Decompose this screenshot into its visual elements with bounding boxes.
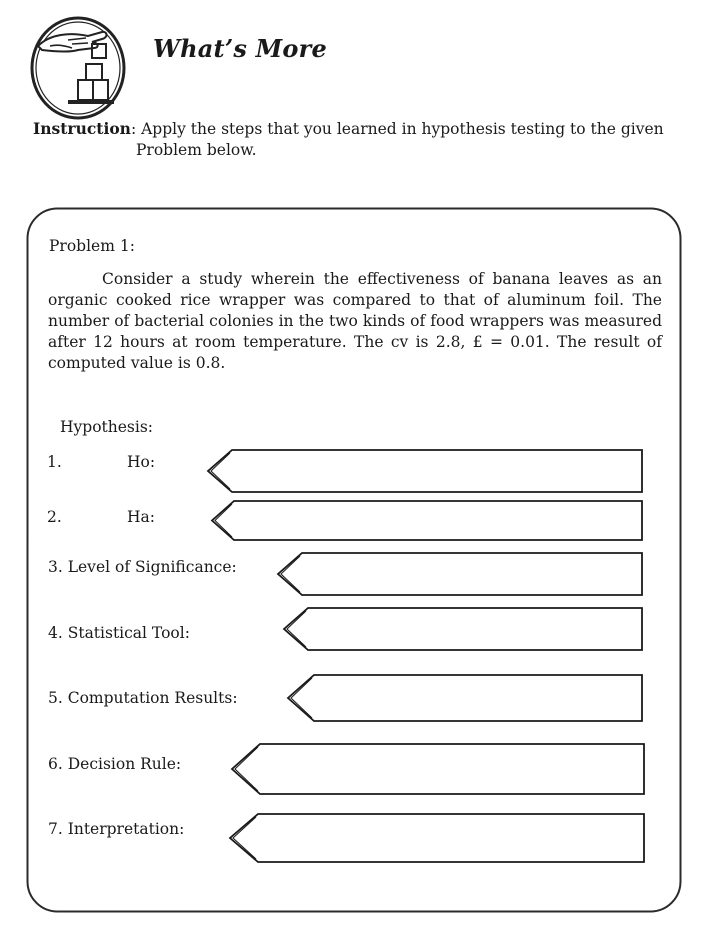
instruction-line-2: Problem below. — [136, 141, 257, 159]
step-interpretation: 7. Interpretation: — [48, 820, 185, 838]
answer-box-decision-rule[interactable] — [230, 742, 646, 796]
lesson-section-logo-icon — [28, 10, 128, 122]
answer-box-interpretation[interactable] — [228, 812, 646, 864]
hypothesis-null-label: Ho: — [127, 453, 156, 471]
answer-box-statistical-tool[interactable] — [282, 606, 644, 652]
instruction-text: : Apply the steps that you learned in hypothesis testing to the given — [130, 120, 664, 138]
hypothesis-number-1: 1. — [47, 453, 62, 471]
section-title: What’s More — [153, 34, 327, 63]
step-decision-rule: 6. Decision Rule: — [48, 755, 182, 773]
step-computation-results: 5. Computation Results: — [48, 689, 238, 707]
hypothesis-number-2: 2. — [47, 508, 62, 526]
answer-box-alternative-hypothesis[interactable] — [210, 499, 644, 542]
hypothesis-alternative-label: Ha: — [127, 508, 155, 526]
hypothesis-label: Hypothesis: — [60, 418, 153, 436]
problem-statement: Consider a study wherein the effectiveness of banana leaves as an organic cooked rice wrapper was compared to that of aluminum foil. The number of bacterial colonies in the two kinds of food wrappers was measured after 12 hours at room temperature. The cv is 2.8, £ = 0.01. The result of computed value is 0.8. — [48, 270, 662, 372]
problem-label: Problem 1: — [49, 237, 135, 255]
step-level-of-significance: 3. Level of Significance: — [48, 558, 237, 576]
answer-box-level-of-significance[interactable] — [276, 551, 644, 597]
step-statistical-tool: 4. Statistical Tool: — [48, 624, 190, 642]
answer-box-null-hypothesis[interactable] — [206, 448, 644, 494]
instruction-line-1 — [33, 119, 664, 138]
answer-box-computation-results[interactable] — [286, 673, 644, 723]
instruction-label: Instruction — [33, 119, 131, 138]
